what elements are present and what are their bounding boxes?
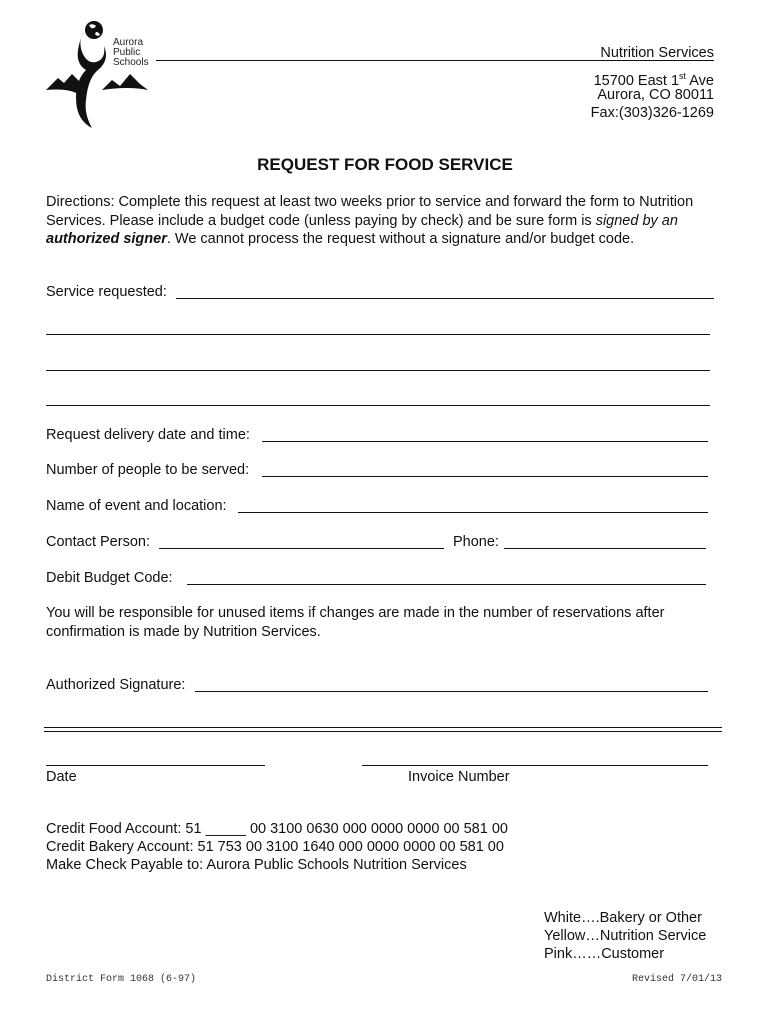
phone-label: Phone: (453, 534, 499, 550)
address-city: Aurora, CO 80011 (597, 87, 714, 103)
logo-text-aurora: Aurora (113, 37, 144, 48)
district-form-number: District Form 1068 (6-97) (46, 974, 197, 985)
figure-globe-mountains-icon (44, 18, 154, 130)
dept-name: Nutrition Services (600, 45, 714, 61)
date-label: Date (46, 769, 77, 785)
copy-yellow: Yellow…Nutrition Service (544, 928, 707, 944)
service-requested-field[interactable] (176, 298, 714, 299)
bakery-account: Credit Bakery Account: 51 753 00 3100 1640 000 0000 0000 00 581 00 (46, 839, 504, 855)
address-fax: Fax:(303)326-1269 (590, 105, 714, 121)
school-logo (44, 18, 154, 130)
copy-distribution (544, 909, 706, 963)
service-line-2[interactable] (46, 334, 710, 335)
service-line-4[interactable] (46, 405, 710, 406)
date-field[interactable] (46, 765, 265, 766)
contact-label: Contact Person: (46, 534, 150, 550)
invoice-label: Invoice Number (408, 769, 510, 785)
form-title: REQUEST FOR FOOD SERVICE (257, 155, 513, 174)
signature-field[interactable] (195, 691, 708, 692)
check-payable: Make Check Payable to: Aurora Public Schools Nutrition Services (46, 857, 467, 873)
invoice-field[interactable] (362, 765, 708, 766)
service-line-3[interactable] (46, 370, 710, 371)
copy-pink: Pink……Customer (544, 946, 665, 962)
phone-field[interactable] (504, 548, 706, 549)
directions-text: Directions: Complete this request at least two weeks prior to service and forward the form to Nutrition Services. Please include a budget code (unless paying by check) and be sure form is signed by an authorized signer. We cannot process the request without a signature and/or budget code. (46, 194, 694, 247)
event-field[interactable] (238, 512, 708, 513)
delivery-field[interactable] (262, 441, 708, 442)
signature-label: Authorized Signature: (46, 677, 186, 693)
contact-field[interactable] (159, 548, 444, 549)
budget-field[interactable] (187, 584, 706, 585)
logo-text-schools: Schools (113, 57, 149, 68)
divider-rule-bottom (44, 731, 722, 732)
copy-white: White….Bakery or Other (544, 910, 702, 926)
header-rule (156, 60, 714, 61)
delivery-label: Request delivery date and time: (46, 427, 250, 443)
food-account: Credit Food Account: 51 _____ 00 3100 0630 000 0000 0000 00 581 00 (46, 821, 508, 837)
address-street: 15700 East 1st Ave (593, 71, 714, 89)
logo-text-public: Public (113, 47, 141, 58)
divider-rule-top (44, 727, 722, 728)
service-requested-label: Service requested: (46, 284, 167, 300)
people-label: Number of people to be served: (46, 462, 250, 478)
event-label: Name of event and location: (46, 498, 227, 514)
responsibility-notice: You will be responsible for unused items if changes are made in the number of reservations after confirmation is made by Nutrition Services. (46, 605, 665, 640)
revision-date: Revised 7/01/13 (631, 974, 722, 985)
people-field[interactable] (262, 476, 708, 477)
accounts-block (46, 820, 508, 874)
budget-label: Debit Budget Code: (46, 570, 173, 586)
